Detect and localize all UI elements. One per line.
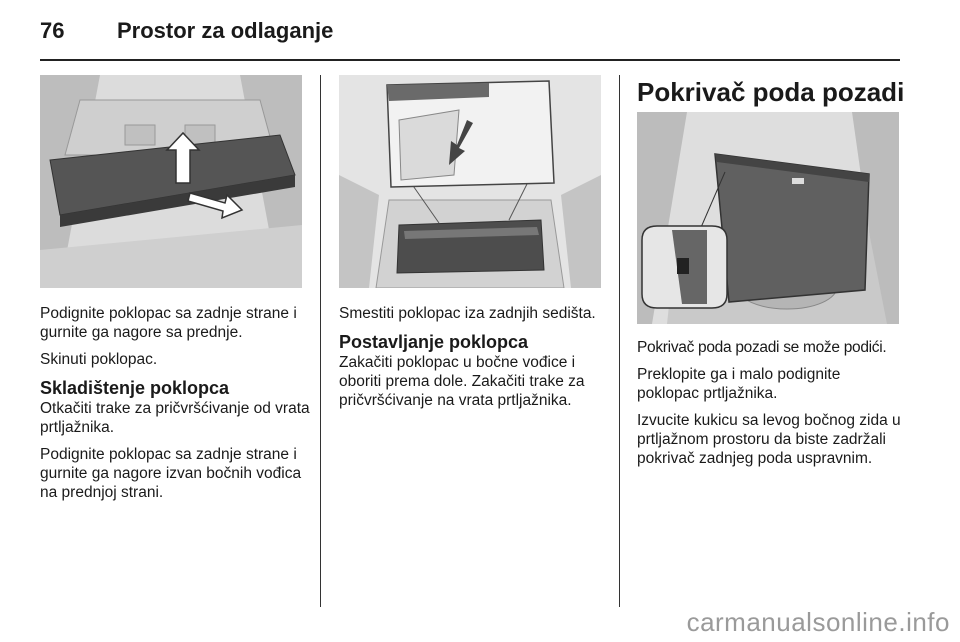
col2-heading: Postavljanje poklopca — [339, 332, 529, 352]
col3-heading: Pokrivač poda pozadi — [637, 77, 905, 107]
col3-text — [637, 338, 903, 476]
page-number: 76 — [40, 18, 65, 43]
col2-text — [339, 304, 611, 418]
col1-text — [40, 304, 312, 510]
cargo-cover-storage-illustration — [339, 75, 601, 288]
figure-floor-cover — [637, 112, 899, 324]
col2-para1: Smestiti poklopac iza zadnjih sedišta. — [339, 305, 596, 322]
col1-para2: Skinuti poklopac. — [40, 351, 158, 368]
col1-para4: Podignite poklopac sa zadnje strane i gurnite ga nagore izvan bočnih vođica na prednjoj strani. — [40, 446, 302, 501]
col3-para3: Izvucite kukicu sa levog bočnog zida u prtljažnom prostoru da biste zadržali pokrivač zadnjeg poda uspravnim. — [637, 412, 901, 467]
column-divider-1 — [320, 75, 321, 607]
column-divider-2 — [619, 75, 620, 607]
col2-para2: Zakačiti poklopac u bočne vođice i oboriti prema dole. Zakačiti trake za pričvršćivanje na vrata prtljažnika. — [339, 354, 585, 409]
floor-cover-illustration — [637, 112, 899, 324]
page-title: Prostor za odlaganje — [117, 18, 334, 43]
figure-remove-cover — [40, 75, 302, 288]
col3-para1: Pokrivač poda pozadi se može podići. — [637, 339, 887, 356]
col3-para2: Preklopite ga i malo podignite poklopac prtljažnika. — [637, 366, 841, 402]
col1-heading: Skladištenje poklopca — [40, 378, 230, 398]
header-rule — [40, 59, 900, 61]
col1-para3: Otkačiti trake za pričvršćivanje od vrata prtljažnika. — [40, 400, 310, 436]
cargo-cover-removal-illustration — [40, 75, 302, 288]
col1-para1: Podignite poklopac sa zadnje strane i gurnite ga nagore sa prednje. — [40, 305, 297, 341]
figure-store-cover — [339, 75, 601, 288]
page-header — [40, 14, 900, 48]
watermark: carmanualsonline.info — [686, 607, 950, 637]
